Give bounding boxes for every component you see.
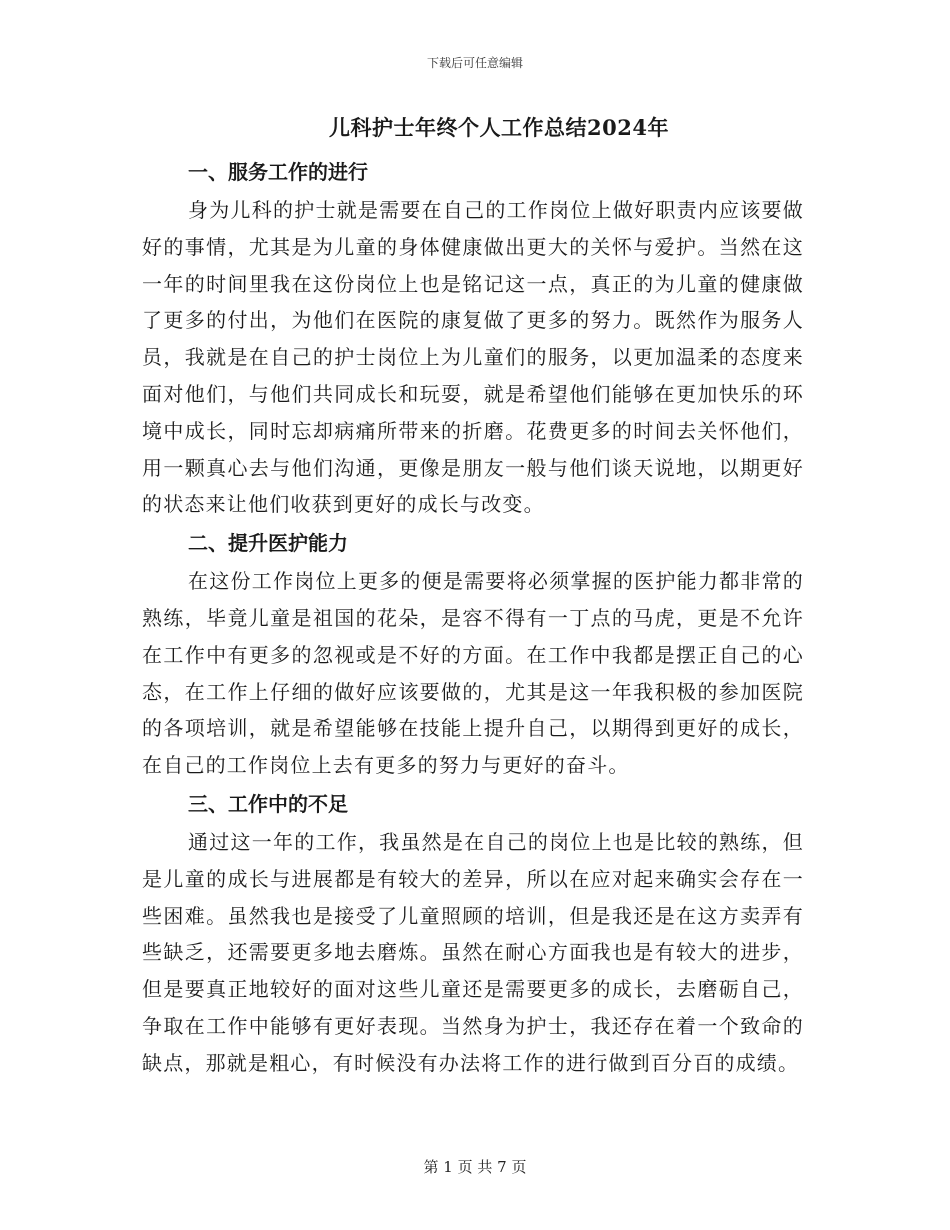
- section-paragraph-skills: 在这份工作岗位上更多的便是需要将必须掌握的医护能力都非常的熟练，毕竟儿童是祖国的花朵，是容不得有一丁点的马虎，更是不允许在工作中有更多的忽视或是不好的方面。在工作中我都是摆正自己的心态，在工作上仔细的做好应该要做的，尤其是这一年我积极的参加医院的各项培训，就是希望能够在技能上提升自己，以期得到更好的成长，在自己的工作岗位上去有更多的努力与更好的奋斗。: [142, 569, 804, 778]
- section-heading-service: 一、服务工作的进行: [188, 160, 368, 184]
- section-paragraph-service: 身为儿科的护士就是需要在自己的工作岗位上做好职责内应该要做好的事情，尤其是为儿童的身体健康做出更大的关怀与爱护。当然在这一年的时间里我在这份岗位上也是铭记这一点，真正的为儿童的健康做了更多的付出，为他们在医院的康复做了更多的努力。既然作为服务人员，我就是在自己的护士岗位上为儿童们的服务，以更加温柔的态度来面对他们，与他们共同成长和玩耍，就是希望他们能够在更加快乐的环境中成长，同时忘却病痛所带来的折磨。花费更多的时间去关怀他们，用一颗真心去与他们沟通，更像是朋友一般与他们谈天说地，以期更好的状态来让他们收获到更好的成长与改变。: [142, 198, 804, 517]
- document-title: 儿科护士年终个人工作总结2024年: [329, 115, 669, 140]
- section-heading-shortcomings: 三、工作中的不足: [188, 791, 348, 816]
- page-number-footer: 第 1 页 共 7 页: [423, 1158, 527, 1176]
- document-body: [142, 112, 804, 1082]
- section-heading-skills: 二、提升医护能力: [188, 531, 348, 556]
- page-header-note: 下载后可任意编辑: [426, 56, 523, 70]
- section-paragraph-shortcomings: 通过这一年的工作，我虽然是在自己的岗位上也是比较的熟练，但是儿童的成长与进展都是有较大的差异，所以在应对起来确实会存在一些困难。虽然我也是接受了儿童照顾的培训，但是我还是在这方卖弄有些缺乏，还需要更多地去磨炼。虽然在耐心方面我也是有较大的进步，但是要真正地较好的面对这些儿童还是需要更多的成长，去磨砺自己，争取在工作中能够有更好表现。当然身为护士，我还存在着一个致命的缺点，那就是粗心，有时候没有办法将工作的进行做到百分百的成绩。: [142, 829, 804, 1075]
